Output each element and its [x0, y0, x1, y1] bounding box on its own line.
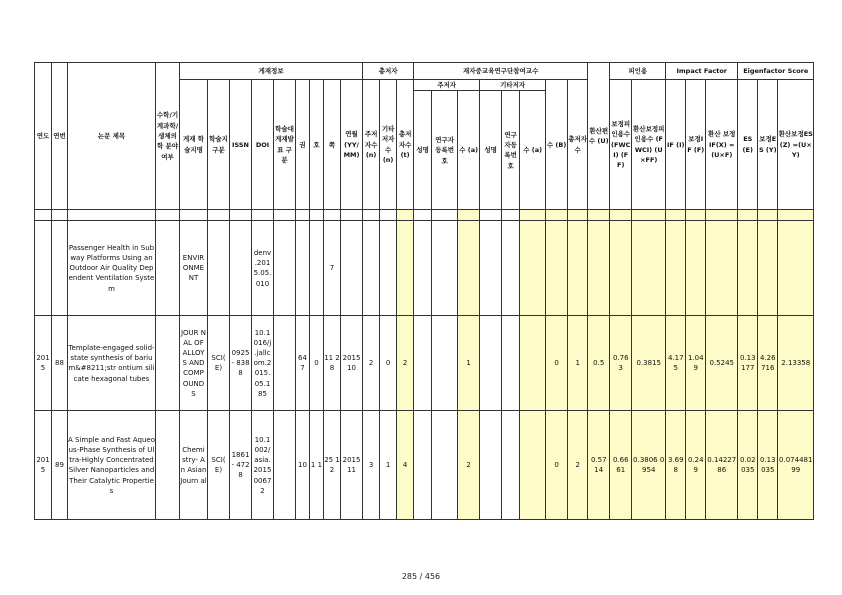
cell-category	[274, 221, 296, 316]
cell-other-name	[480, 316, 502, 411]
cell-title: A Simple and Fast Aqueous-Phase Synthesis of Ultra-Highly Concentrated Silver Nanoparticles and Their Catalytic Properties	[68, 411, 156, 520]
cell-other-count	[520, 411, 546, 520]
cell-doi: 10.1 002/ asia. 2015 0067 2	[252, 411, 274, 520]
header-eigenfactor: Eigenfactor Score	[738, 63, 814, 80]
cell-category	[274, 316, 296, 411]
cell-main-authors: 2	[363, 316, 380, 411]
spacer-row	[35, 210, 814, 221]
cell-medical	[156, 221, 180, 316]
cell-other-name	[480, 221, 502, 316]
cell-date: 2015 11	[341, 411, 363, 520]
table-row	[35, 221, 814, 316]
publication-table	[34, 62, 814, 520]
cell-es-converted: 2.13358	[778, 316, 814, 411]
cell-cites-corrected	[610, 221, 632, 316]
header-issue: 호	[310, 80, 324, 210]
cell-total-authors: 2	[397, 316, 414, 411]
cell-if-converted: 0.5245	[706, 316, 738, 411]
cell-volume: 10	[296, 411, 310, 520]
cell-es-corrected: 0.13 035	[758, 411, 778, 520]
cell-medical	[156, 411, 180, 520]
cell-issn: 1861 - 4728	[230, 411, 252, 520]
header-es-corrected: 보정ES (Y)	[758, 80, 778, 210]
cell-journal-type: SCI( E)	[208, 411, 230, 520]
cell-journal-type	[208, 221, 230, 316]
cell-medical	[156, 316, 180, 411]
header-impact-factor: Impact Factor	[666, 63, 738, 80]
cell-count-a	[458, 221, 480, 316]
cell-page: 25 12	[324, 411, 341, 520]
header-cites-converted: 환산보정피인용수 (FWCI) (U×FF)	[632, 80, 666, 210]
table-row	[35, 411, 814, 520]
cell-main-name	[414, 221, 432, 316]
cell-count-b: 0	[546, 411, 568, 520]
header-es-converted: 환산보정ES(Z) =(U×Y)	[778, 80, 814, 210]
header-paper-title: 논문 제목	[68, 63, 156, 210]
cell-count-b	[546, 221, 568, 316]
cell-other-id	[502, 221, 520, 316]
cell-year: 201 5	[35, 411, 52, 520]
cell-es-corrected: 4.26 716	[758, 316, 778, 411]
header-pub-info: 게재정보	[180, 63, 363, 80]
cell-date	[341, 221, 363, 316]
cell-if	[666, 221, 686, 316]
header-main-name: 성명	[414, 91, 432, 210]
cell-es-corrected	[758, 221, 778, 316]
cell-journal: Chemi stry- An Asian Journ al	[180, 411, 208, 520]
cell-if-corrected	[686, 221, 706, 316]
header-other-name: 성명	[480, 91, 502, 210]
header-other-author: 기타저자	[480, 80, 546, 91]
cell-journal: ENVIR ONME NT	[180, 221, 208, 316]
cell-title: Template-engaged solid-state synthesis of barium&#8211;str ontium silicate hexagonal tubes	[68, 316, 156, 411]
cell-converted: 0.5	[588, 316, 610, 411]
page-number: 285 / 456	[401, 572, 441, 581]
cell-main-name	[414, 411, 432, 520]
cell-es-converted: 0.074481 99	[778, 411, 814, 520]
header-other-authors: 기타저자수 (n)	[380, 80, 397, 210]
cell-converted	[588, 221, 610, 316]
cell-count-b: 0	[546, 316, 568, 411]
cell-if: 4.17 5	[666, 316, 686, 411]
header-count-a: 수 (a)	[458, 91, 480, 210]
cell-doi: 10.1 016/j .jallc om.2 015. 05.1 85	[252, 316, 274, 411]
header-other-count: 수 (a)	[520, 91, 546, 210]
cell-es: 0.13 177	[738, 316, 758, 411]
cell-year: 201 5	[35, 316, 52, 411]
header-converted: 환산편수 (U)	[588, 63, 610, 210]
cell-title: Passenger Health in Subway Platforms Using an Outdoor Air Quality Dependent Ventilation System	[68, 221, 156, 316]
cell-seq	[52, 221, 68, 316]
header-journal-type: 학술지 구분	[208, 80, 230, 210]
header-total-authors: 총저자수 (t)	[397, 80, 414, 210]
cell-journal-type: SCI( E)	[208, 316, 230, 411]
cell-count-a: 1	[458, 316, 480, 411]
header-year: 연도	[35, 63, 52, 210]
header-other-researcher-id: 연구자등록번호	[502, 91, 520, 210]
cell-other-authors: 0	[380, 316, 397, 411]
cell-cites-converted: 0.3806 0954	[632, 411, 666, 520]
header-doi: DOI	[252, 80, 274, 210]
cell-other-count	[520, 316, 546, 411]
header-if-converted: 환산 보정 IF(X) = (U×F)	[706, 80, 738, 210]
cell-journal: JOUR NAL OF ALLOY S AND COMP OUND S	[180, 316, 208, 411]
cell-cites-converted: 0.3815	[632, 316, 666, 411]
header-page: 쪽	[324, 80, 341, 210]
cell-seq: 88	[52, 316, 68, 411]
header-journal-name: 게재 학술지명	[180, 80, 208, 210]
cell-issue: 1 1	[310, 411, 324, 520]
cell-main-id	[432, 411, 458, 520]
cell-date: 2015 10	[341, 316, 363, 411]
cell-other-authors: 1	[380, 411, 397, 520]
cell-total-part	[568, 221, 588, 316]
table-row	[35, 316, 814, 411]
header-main-author: 주저자	[414, 80, 480, 91]
cell-seq: 89	[52, 411, 68, 520]
header-date: 연월 (YY/MM)	[341, 80, 363, 210]
cell-total-part: 2	[568, 411, 588, 520]
cell-main-authors	[363, 221, 380, 316]
cell-if-corrected: 0.24 9	[686, 411, 706, 520]
cell-es: 0.02 035	[738, 411, 758, 520]
header-count-b: 수 (B)	[546, 80, 568, 210]
cell-converted: 0.57 14	[588, 411, 610, 520]
header-issn: ISSN	[230, 80, 252, 210]
cell-other-id	[502, 316, 520, 411]
cell-total-part: 1	[568, 316, 588, 411]
cell-page: 7	[324, 221, 341, 316]
cell-year	[35, 221, 52, 316]
cell-cites-corrected: 0.66 61	[610, 411, 632, 520]
cell-issn: 0925 - 8388	[230, 316, 252, 411]
cell-volume: 64 7	[296, 316, 310, 411]
cell-if-converted	[706, 221, 738, 316]
cell-page: 11 28	[324, 316, 341, 411]
cell-issue: 0	[310, 316, 324, 411]
header-main-authors: 주저자수 (n)	[363, 80, 380, 210]
header-es: ES (E)	[738, 80, 758, 210]
cell-if: 3.69 8	[666, 411, 686, 520]
cell-issue	[310, 221, 324, 316]
cell-main-id	[432, 316, 458, 411]
header-volume: 권	[296, 80, 310, 210]
cell-other-id	[502, 411, 520, 520]
cell-cites-converted	[632, 221, 666, 316]
cell-volume	[296, 221, 310, 316]
header-main-researcher-id: 연구자등록번호	[432, 91, 458, 210]
cell-if-corrected: 1.04 9	[686, 316, 706, 411]
cell-main-authors: 3	[363, 411, 380, 520]
header-total-part: 총저자수	[568, 80, 588, 210]
cell-other-authors	[380, 221, 397, 316]
header-category: 학술대 게재발표 구분	[274, 80, 296, 210]
cell-main-id	[432, 221, 458, 316]
header-if: IF (I)	[666, 80, 686, 210]
cell-count-a: 2	[458, 411, 480, 520]
cell-if-converted: 0.14227 86	[706, 411, 738, 520]
header-authors: 총저자	[363, 63, 414, 80]
header-seq: 연번	[52, 63, 68, 210]
header-citations: 피인용	[610, 63, 666, 80]
cell-doi: denv .201 5.05. 010	[252, 221, 274, 316]
header-medical: 수학/기계과학/생체의학 분야 여부	[156, 63, 180, 210]
cell-total-authors: 4	[397, 411, 414, 520]
cell-other-name	[480, 411, 502, 520]
header-participants: 재자중교육연구단참여교수	[414, 63, 588, 80]
cell-issn	[230, 221, 252, 316]
cell-es-converted	[778, 221, 814, 316]
cell-main-name	[414, 316, 432, 411]
header-cites-corrected: 보정피인용수 (FWCI) (FF)	[610, 80, 632, 210]
header-if-corrected: 보정IF (F)	[686, 80, 706, 210]
cell-es	[738, 221, 758, 316]
cell-cites-corrected: 0.76 3	[610, 316, 632, 411]
cell-other-count	[520, 221, 546, 316]
cell-category	[274, 411, 296, 520]
cell-total-authors	[397, 221, 414, 316]
